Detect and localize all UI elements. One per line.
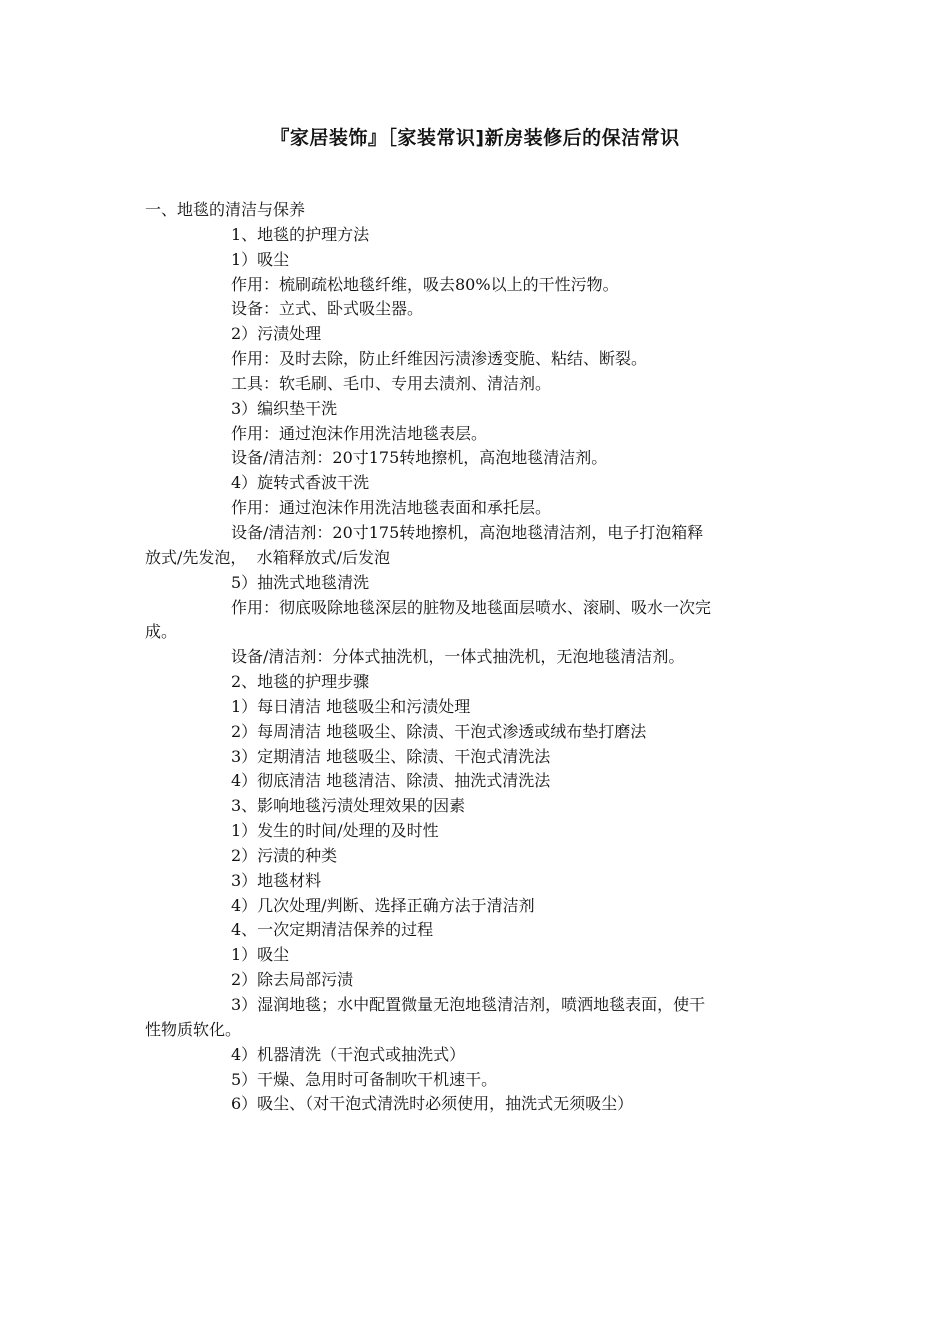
text-line: 一、地毯的清洁与保养 xyxy=(145,200,306,219)
text-line: 设备/清洁剂：20寸175转地擦机，高泡地毯清洁剂，电子打泡箱释 xyxy=(231,522,704,542)
text-line: 2）除去局部污渍 xyxy=(231,970,354,990)
text-line: 设备：立式、卧式吸尘器。 xyxy=(231,299,424,319)
text-line: 作用：通过泡沫作用洗洁地毯表面和承托层。 xyxy=(231,498,552,518)
text-line: 4、一次定期清洁保养的过程 xyxy=(231,920,434,940)
text-line: 3、影响地毯污渍处理效果的因素 xyxy=(231,796,466,816)
text-line: 5）干燥、急用时可备制吹干机速干。 xyxy=(231,1069,498,1089)
text-line: 2）污渍的种类 xyxy=(231,845,338,865)
text-line: 成。 xyxy=(145,622,178,642)
text-line: 4）彻底清洁 地毯清洁、除渍、抽洗式清洗法 xyxy=(231,771,551,791)
text-line: 作用：及时去除，防止纤维因污渍渗透变脆、粘结、断裂。 xyxy=(231,349,648,369)
text-line: 4）旋转式香波干洗 xyxy=(231,473,370,493)
text-line: 4）机器清洗（干泡式或抽洗式） xyxy=(231,1044,466,1064)
text-line: 5）抽洗式地毯清洗 xyxy=(231,572,370,592)
text-line: 3）湿润地毯；水中配置微量无泡地毯清洁剂，喷洒地毯表面，使干 xyxy=(231,995,706,1014)
text-line: 1）吸尘 xyxy=(231,249,290,269)
text-line: 1）发生的时间/处理的及时性 xyxy=(231,821,439,841)
document-body xyxy=(145,198,805,1117)
text-line: 4）几次处理/判断、选择正确方法于清洁剂 xyxy=(231,895,535,915)
text-line: 2、地毯的护理步骤 xyxy=(231,672,370,692)
text-line: 3）地毯材料 xyxy=(231,870,322,890)
text-line: 1、地毯的护理方法 xyxy=(231,224,370,244)
text-line: 作用：通过泡沫作用洗洁地毯表层。 xyxy=(231,423,488,443)
text-line: 作用：梳刷疏松地毯纤维，吸去80%以上的干性污物。 xyxy=(231,274,619,294)
text-line: 性物质软化。 xyxy=(145,1019,242,1039)
text-line: 设备/清洁剂：20寸175转地擦机，高泡地毯清洁剂。 xyxy=(231,448,608,468)
text-line: 1）每日清洁 地毯吸尘和污渍处理 xyxy=(231,696,471,716)
text-line: 设备/清洁剂：分体式抽洗机，一体式抽洗机，无泡地毯清洁剂。 xyxy=(231,647,685,667)
text-line: 2）每周清洁 地毯吸尘、除渍、干泡式渗透或绒布垫打磨法 xyxy=(231,721,647,741)
page-title: 『家居装饰』［家装常识]新房装修后的保洁常识 xyxy=(270,127,680,149)
text-line: 作用：彻底吸除地毯深层的脏物及地毯面层喷水、滚刷、吸水一次完 xyxy=(231,597,712,617)
text-line: 1）吸尘 xyxy=(231,945,290,965)
text-line: 2）污渍处理 xyxy=(231,324,322,344)
text-line: 3）编织垫干洗 xyxy=(231,398,338,418)
text-line: 工具：软毛刷、毛巾、专用去渍剂、清洁剂。 xyxy=(231,373,552,393)
text-line: 6）吸尘、（对干泡式清洗时必须使用，抽洗式无须吸尘） xyxy=(231,1094,634,1114)
text-line: 放式/先发泡， 水箱释放式/后发泡 xyxy=(145,547,390,567)
text-line: 3）定期清洁 地毯吸尘、除渍、干泡式清洗法 xyxy=(231,746,551,766)
